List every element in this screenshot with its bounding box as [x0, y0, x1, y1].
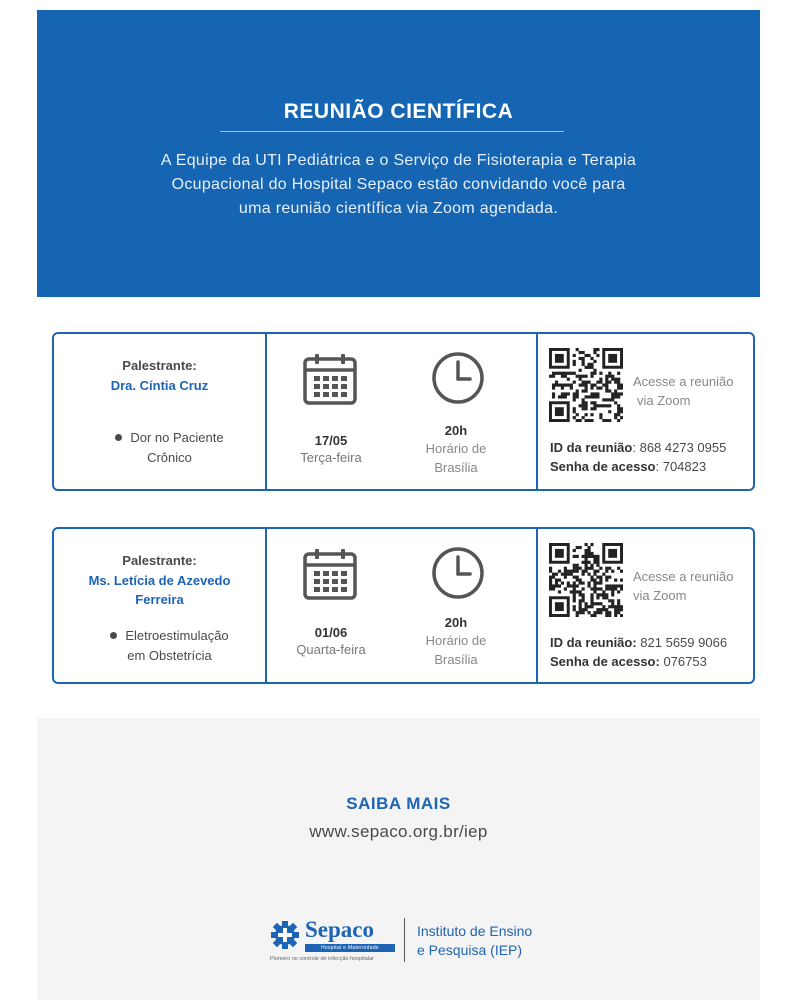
topic-line: Crônico — [147, 450, 192, 465]
institute-name — [417, 922, 532, 960]
date-value: 17/05 — [314, 433, 348, 448]
intro-text — [97, 149, 700, 221]
time-zone-line: Brasília — [434, 652, 478, 667]
speaker-name-line: Ferreira — [135, 592, 184, 607]
password-value[interactable]: : 704823 — [655, 459, 707, 474]
speaker-section — [54, 334, 265, 489]
speaker-name — [64, 571, 255, 609]
qr-caption-line: via Zoom — [633, 588, 687, 603]
topic-line: Dor no Paciente — [130, 430, 224, 445]
logo-tagline: Pioneiro no controle de infecção hospitalar — [270, 956, 374, 962]
qr-caption — [633, 567, 733, 605]
meeting-id-label: ID da reunião — [550, 440, 633, 455]
intro-line: Ocupacional do Hospital Sepaco estão convidando você para — [171, 176, 626, 193]
topic-line: Eletroestimulação — [125, 628, 229, 643]
password-label: Senha de acesso: — [550, 654, 660, 669]
event-date — [276, 433, 386, 465]
time-zone-line: Horário de — [425, 633, 487, 648]
talk-topic — [84, 626, 255, 666]
clock-icon — [430, 350, 486, 406]
time-value: 20h — [444, 423, 468, 438]
time-zone — [399, 631, 513, 669]
saiba-mais-heading: SAIBA MAIS — [346, 794, 451, 813]
password-value[interactable]: 076753 — [659, 654, 707, 669]
header-banner — [37, 10, 760, 297]
speaker-label: Palestrante: — [122, 553, 197, 568]
meeting-id-label: ID da reunião: — [550, 635, 637, 650]
logo-divider — [404, 918, 405, 962]
website-link[interactable]: www.sepaco.org.br/iep — [309, 822, 488, 841]
speaker-label: Palestrante: — [122, 358, 197, 373]
qr-code[interactable] — [549, 348, 623, 422]
qr-caption-line: via Zoom — [637, 393, 691, 408]
event-date — [276, 625, 386, 657]
password-label: Senha de acesso — [550, 459, 656, 474]
title-divider — [220, 131, 564, 132]
qr-caption — [633, 372, 733, 410]
event-time — [399, 615, 513, 669]
meeting-password — [550, 652, 707, 671]
column-divider — [536, 529, 538, 682]
calendar-icon — [302, 352, 358, 408]
qr-caption-line: Acesse a reunião — [633, 374, 734, 389]
bullet-icon — [115, 434, 122, 441]
meeting-id — [550, 438, 726, 457]
meeting-id-value[interactable]: : 868 4273 0955 — [632, 440, 727, 455]
sepaco-gear-logo — [270, 920, 300, 950]
weekday: Terça-feira — [300, 450, 362, 465]
speaker-section — [54, 529, 265, 682]
event-card-1 — [52, 332, 755, 491]
institute-line: Instituto de Ensino — [417, 923, 533, 939]
event-card-2 — [52, 527, 755, 684]
meeting-id-value[interactable]: 821 5659 9066 — [636, 635, 728, 650]
column-divider — [265, 529, 267, 682]
talk-topic — [84, 428, 255, 468]
institute-line: e Pesquisa (IEP) — [417, 942, 523, 958]
calendar-icon — [302, 547, 358, 603]
meeting-password — [550, 457, 706, 476]
time-value: 20h — [444, 615, 468, 630]
meeting-id — [550, 633, 727, 652]
event-time — [399, 423, 513, 477]
weekday: Quarta-feira — [296, 642, 366, 657]
bullet-icon — [110, 632, 117, 639]
column-divider — [265, 334, 267, 489]
speaker-name-line: Ms. Letícia de Azevedo — [88, 573, 231, 588]
time-zone-line: Brasília — [434, 460, 478, 475]
intro-line: A Equipe da UTI Pediátrica e o Serviço de Fisioterapia e Terapia — [160, 152, 637, 169]
page-title: REUNIÃO CIENTÍFICA — [283, 100, 514, 123]
time-zone — [399, 439, 513, 477]
clock-icon — [430, 545, 486, 601]
qr-code[interactable] — [549, 543, 623, 617]
date-value: 01/06 — [314, 625, 348, 640]
footer — [37, 718, 760, 1000]
qr-caption-line: Acesse a reunião — [633, 569, 734, 584]
speaker-name: Dra. Cíntia Cruz — [110, 378, 209, 393]
logo-name: Sepaco — [305, 917, 374, 942]
logo-subtitle: Hospital e Maternidade — [305, 944, 395, 952]
time-zone-line: Horário de — [425, 441, 487, 456]
intro-line: uma reunião científica via Zoom agendada. — [238, 200, 559, 217]
topic-line: em Obstetrícia — [127, 648, 212, 663]
sepaco-logo — [270, 919, 390, 965]
column-divider — [536, 334, 538, 489]
